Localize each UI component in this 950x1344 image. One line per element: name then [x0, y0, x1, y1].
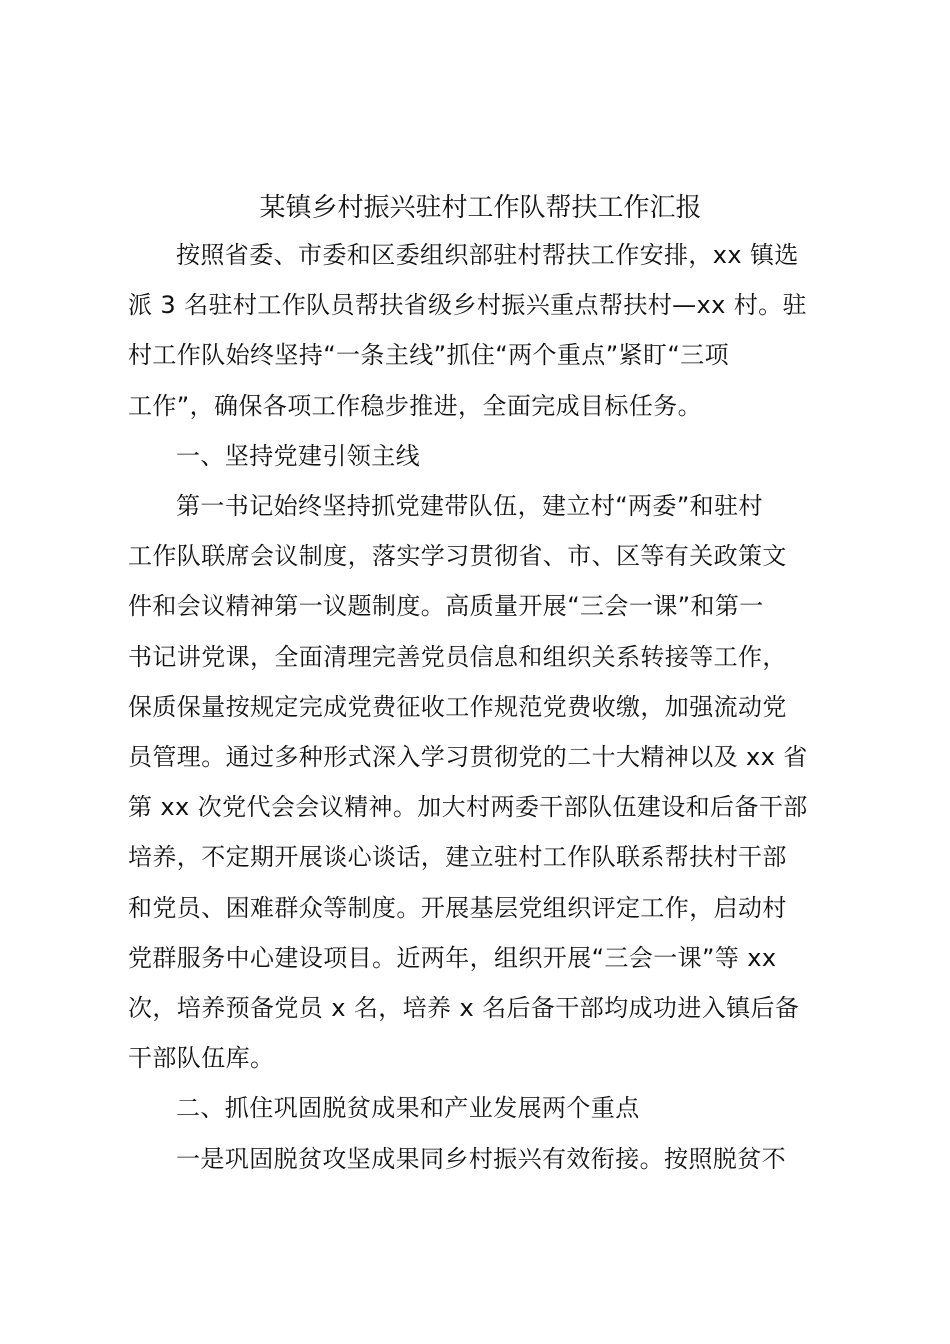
paragraph-line: 干部队伍库。 — [128, 1044, 275, 1073]
section-heading-2: 二、抓住巩固脱贫成果和产业发展两个重点 — [176, 1094, 640, 1123]
paragraph-line: 一是巩固脱贫攻坚成果同乡村振兴有效衔接。按照脱贫不 — [176, 1144, 786, 1173]
document-title: 某镇乡村振兴驻村工作队帮扶工作汇报 — [259, 193, 702, 223]
paragraph-line: 书记讲党课，全面清理完善党员信息和组织关系转接等工作， — [128, 642, 787, 671]
paragraph-line: 培养，不定期开展谈心谈话，建立驻村工作队联系帮扶村干部 — [128, 843, 787, 872]
paragraph-line: 和党员、困难群众等制度。开展基层党组织评定工作，启动村 — [128, 893, 787, 922]
paragraph-line: 第一书记始终坚持抓党建带队伍，建立村“两委”和驻村 — [176, 492, 763, 521]
paragraph-line: 保质保量按规定完成党费征收工作规范党费收缴，加强流动党 — [128, 692, 787, 721]
section2-paragraph — [128, 1134, 833, 1184]
paragraph-line: 工作队联席会议制度，落实学习贯彻省、市、区等有关政策文 — [128, 542, 787, 571]
section1-paragraph — [128, 481, 833, 1083]
paragraph-line: 第 xx 次党代会会议精神。加大村两委干部队伍建设和后备干部 — [128, 793, 808, 822]
intro-paragraph — [128, 230, 833, 431]
section-heading-1: 一、坚持党建引领主线 — [176, 441, 420, 470]
paragraph-line: 工作”，确保各项工作稳步推进，全面完成目标任务。 — [128, 391, 703, 420]
paragraph-line: 按照省委、市委和区委组织部驻村帮扶工作安排，xx 镇选 — [176, 241, 799, 269]
paragraph-line: 员管理。通过多种形式深入学习贯彻党的二十大精神以及 xx 省 — [128, 743, 808, 772]
paragraph-line: 次，培养预备党员 x 名，培养 x 名后备干部均成功进入镇后备 — [128, 994, 800, 1023]
document-body — [128, 186, 833, 1184]
paragraph-line: 村工作队始终坚持“一条主线”抓住“两个重点”紧盯“三项 — [128, 341, 729, 370]
paragraph-line: 件和会议精神第一议题制度。高质量开展“三会一课”和第一 — [128, 592, 764, 621]
paragraph-line: 党群服务中心建设项目。近两年，组织开展“三会一课”等 xx — [128, 943, 777, 972]
paragraph-line: 派 3 名驻村工作队员帮扶省级乡村振兴重点帮扶村—xx 村。驻 — [128, 291, 807, 320]
